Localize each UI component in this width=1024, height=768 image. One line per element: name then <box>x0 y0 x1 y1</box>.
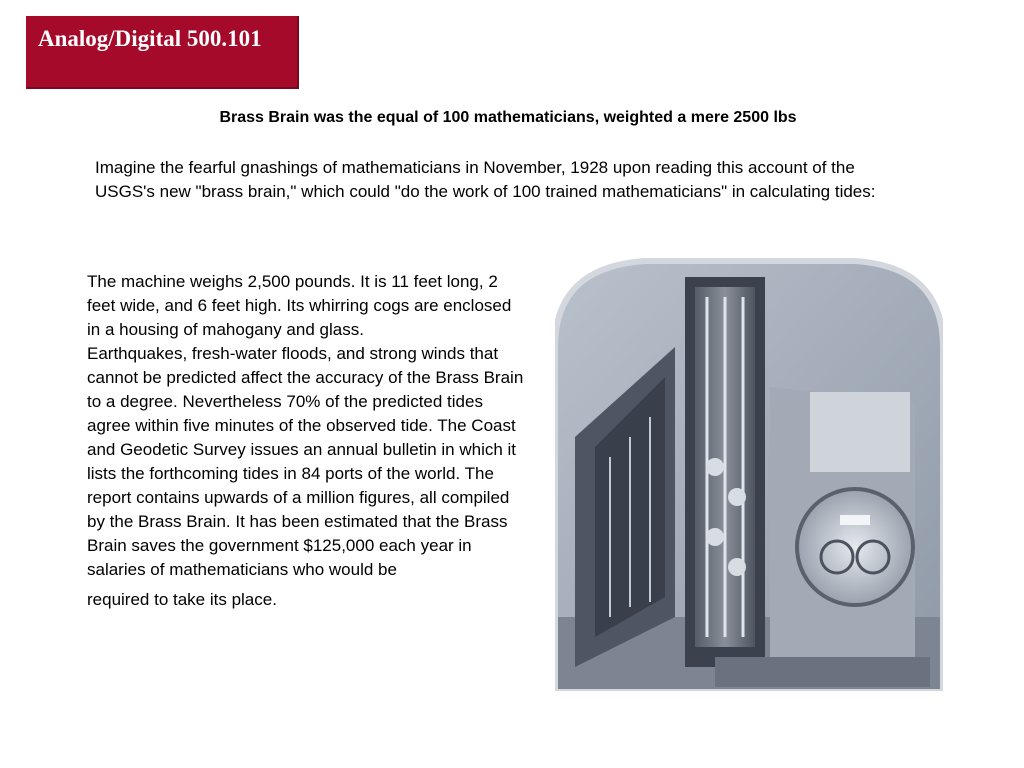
brass-brain-photo <box>555 257 943 691</box>
course-title: Analog/Digital 500.101 <box>38 26 262 51</box>
course-title-box <box>26 16 299 89</box>
article-paragraph-accuracy: Earthquakes, fresh-water floods, and strong winds that cannot be predicted affect the accuracy of the Brass Brain to a degree. Nevertheless 70% of the predicted tides agree within five minutes of the observed tide. The Coast and Geodetic Survey issues an annual bulletin in which it lists the forthcoming tides in 84 ports of the world. The report contains upwards of a million figures, all compiled by the Brass Brain. It has been estimated that the Brass Brain saves the government $125,000 each year in salaries of mathematicians who would be <box>87 344 524 579</box>
article-text <box>87 270 527 612</box>
intro-paragraph: Imagine the fearful gnashings of mathematicians in November, 1928 upon reading this account of the USGS's new "brass brain," which could "do the work of 100 trained mathematicians" in calculating tides: <box>95 158 876 201</box>
headline: Brass Brain was the equal of 100 mathematicians, weighted a mere 2500 lbs <box>219 109 797 126</box>
article-paragraph-closing: required to take its place. <box>87 590 277 609</box>
article-paragraph-dimensions: The machine weighs 2,500 pounds. It is 11 feet long, 2 feet wide, and 6 feet high. Its whirring cogs are enclosed in a housing of mahogany and glass. <box>87 272 512 339</box>
